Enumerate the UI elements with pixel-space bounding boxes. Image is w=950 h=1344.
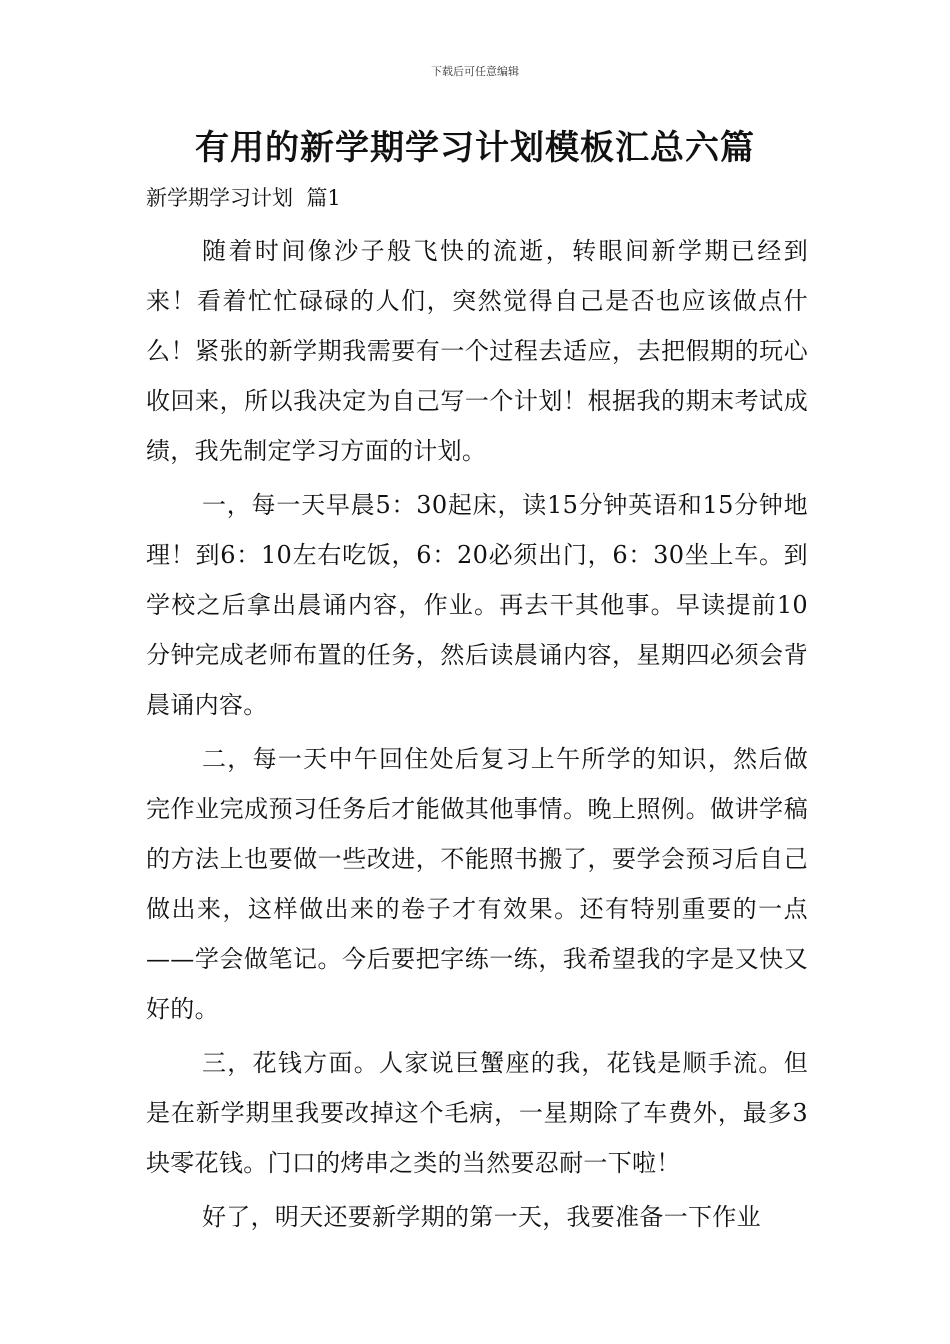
paragraph-closing: 好了，明天还要新学期的第一天，我要准备一下作业: [202, 1203, 761, 1231]
paragraph-plan-one: 一，每一天早晨5：30起床，读15分钟英语和15分钟地理！到6：10左右吃饭，6：20必须出门，6：30坐上车。到学校之后拿出晨诵内容，作业。再去干其他事。早读提前10分钟完成老师布置的任务，然后读晨诵内容，星期四必须会背晨诵内容。: [146, 491, 808, 719]
paragraph-plan-two: 二，每一天中午回住处后复习上午所学的知识，然后做完作业完成预习任务后才能做其他事情。晚上照例。做讲学稿的方法上也要做一些改进，不能照书搬了，要学会预习后自己做出来，这样做出来的卷子才有效果。还有特别重要的一点——学会做笔记。今后要把字练一练，我希望我的字是又快又好的。: [146, 745, 808, 1023]
paragraph-plan-three: 三，花钱方面。人家说巨蟹座的我，花钱是顺手流。但是在新学期里我要改掉这个毛病，一星期除了车费外，最多3块零花钱。门口的烤串之类的当然要忍耐一下啦！: [146, 1049, 808, 1177]
document-title: 有用的新学期学习计划模板汇总六篇: [195, 128, 755, 168]
section-heading: 新学期学习计划 篇1: [146, 186, 341, 210]
body-text: [146, 226, 808, 1246]
paragraph-intro: 随着时间像沙子般飞快的流逝，转眼间新学期已经到来！看着忙忙碌碌的人们，突然觉得自己是否也应该做点什么！紧张的新学期我需要有一个过程去适应，去把假期的玩心收回来，所以我决定为自己写一个计划！根据我的期末考试成绩，我先制定学习方面的计划。: [146, 237, 808, 465]
header-note: 下载后可任意编辑: [431, 65, 519, 78]
